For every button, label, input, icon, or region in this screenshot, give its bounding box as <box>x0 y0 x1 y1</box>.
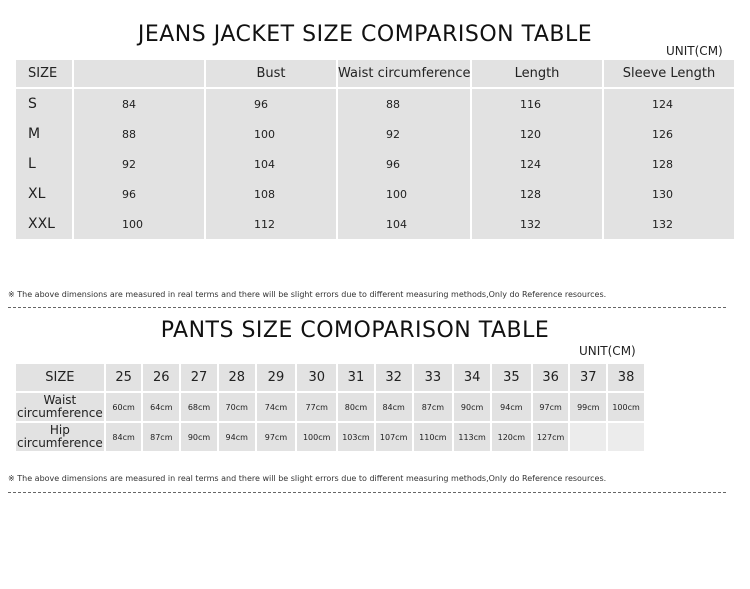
jacket-size-cell: L <box>16 149 72 179</box>
pants-size-table <box>14 362 646 453</box>
pants-hip-cell: 84cm <box>106 423 142 451</box>
pants-waist-cell: 74cm <box>257 393 296 421</box>
pants-size-header: 25 <box>106 364 142 391</box>
jacket-cell: 88 <box>74 119 204 149</box>
pants-hip-cell <box>608 423 644 451</box>
pants-size-header: 28 <box>219 364 255 391</box>
jacket-bust-cell: 112 <box>206 209 336 239</box>
pants-title: PANTS SIZE COMOPARISON TABLE <box>160 318 550 343</box>
pants-size-header: 30 <box>297 364 336 391</box>
pants-hip-cell <box>570 423 606 451</box>
jacket-header-waist: Waist circumference <box>338 60 470 89</box>
table-row <box>16 89 734 119</box>
jacket-header-length: Length <box>472 60 602 89</box>
pants-hip-cell: 103cm <box>338 423 374 451</box>
jacket-bust-cell: 108 <box>206 179 336 209</box>
pants-unit: UNIT(CM) <box>579 344 636 358</box>
pants-size-header: 32 <box>376 364 412 391</box>
jacket-header-blank <box>74 60 204 89</box>
table-row <box>16 149 734 179</box>
pants-hip-cell: 110cm <box>414 423 453 451</box>
jacket-sleeve-cell: 128 <box>604 149 734 179</box>
table-row <box>16 393 644 421</box>
pants-header-size: SIZE <box>16 364 104 391</box>
pants-hip-cell: 113cm <box>454 423 490 451</box>
pants-waist-cell: 97cm <box>533 393 569 421</box>
pants-size-header: 29 <box>257 364 296 391</box>
jacket-sleeve-cell: 132 <box>604 209 734 239</box>
jacket-bust-cell: 104 <box>206 149 336 179</box>
table-row <box>16 119 734 149</box>
divider <box>8 307 726 308</box>
pants-hip-cell: 120cm <box>492 423 531 451</box>
pants-size-header: 27 <box>181 364 217 391</box>
jacket-waist-cell: 92 <box>338 119 470 149</box>
pants-waist-label: Waist circumference <box>17 393 103 420</box>
pants-waist-cell: 64cm <box>143 393 179 421</box>
pants-hip-cell: 127cm <box>533 423 569 451</box>
pants-hip-cell: 94cm <box>219 423 255 451</box>
pants-size-header: 26 <box>143 364 179 391</box>
jacket-size-cell: S <box>16 89 72 119</box>
pants-waist-cell: 94cm <box>492 393 531 421</box>
pants-hip-cell: 87cm <box>143 423 179 451</box>
pants-header-row <box>16 364 644 391</box>
pants-size-header: 35 <box>492 364 531 391</box>
jacket-length-cell: 116 <box>472 89 602 119</box>
pants-hip-cell: 97cm <box>257 423 296 451</box>
jacket-length-cell: 132 <box>472 209 602 239</box>
pants-waist-cell: 68cm <box>181 393 217 421</box>
pants-size-header: 36 <box>533 364 569 391</box>
pants-note: ※ The above dimensions are measured in real terms and there will be slight errors due to different measuring methods,Only do Reference resources. <box>8 474 607 483</box>
pants-waist-cell: 77cm <box>297 393 336 421</box>
pants-size-header: 31 <box>338 364 374 391</box>
jacket-bust-cell: 96 <box>206 89 336 119</box>
pants-waist-cell: 87cm <box>414 393 453 421</box>
jacket-cell: 100 <box>74 209 204 239</box>
jacket-cell: 96 <box>74 179 204 209</box>
table-row <box>16 179 734 209</box>
pants-hip-label: Hip circumference <box>17 423 103 450</box>
jacket-size-table <box>14 60 736 239</box>
jacket-size-cell: XL <box>16 179 72 209</box>
jacket-cell: 92 <box>74 149 204 179</box>
pants-waist-cell: 100cm <box>608 393 644 421</box>
pants-hip-cell: 107cm <box>376 423 412 451</box>
pants-size-header: 38 <box>608 364 644 391</box>
jacket-size-cell: XXL <box>16 209 72 239</box>
pants-waist-cell: 90cm <box>454 393 490 421</box>
jacket-header-bust: Bust <box>206 60 336 89</box>
jacket-waist-cell: 104 <box>338 209 470 239</box>
jacket-unit: UNIT(CM) <box>666 44 723 58</box>
jacket-title: JEANS JACKET SIZE COMPARISON TABLE <box>137 22 593 47</box>
pants-waist-cell: 60cm <box>106 393 142 421</box>
pants-waist-cell: 80cm <box>338 393 374 421</box>
jacket-waist-cell: 96 <box>338 149 470 179</box>
divider <box>8 492 726 493</box>
pants-size-header: 37 <box>570 364 606 391</box>
pants-size-header: 33 <box>414 364 453 391</box>
jacket-header-size: SIZE <box>16 60 72 89</box>
jacket-sleeve-cell: 126 <box>604 119 734 149</box>
table-row <box>16 423 644 451</box>
jacket-note: ※ The above dimensions are measured in real terms and there will be slight errors due to different measuring methods,Only do Reference resources. <box>8 290 607 299</box>
pants-waist-cell: 84cm <box>376 393 412 421</box>
pants-waist-cell: 70cm <box>219 393 255 421</box>
jacket-header-row <box>16 60 734 89</box>
jacket-waist-cell: 88 <box>338 89 470 119</box>
table-row <box>16 209 734 239</box>
jacket-sleeve-cell: 124 <box>604 89 734 119</box>
pants-waist-cell: 99cm <box>570 393 606 421</box>
jacket-cell: 84 <box>74 89 204 119</box>
jacket-length-cell: 120 <box>472 119 602 149</box>
pants-hip-cell: 90cm <box>181 423 217 451</box>
jacket-sleeve-cell: 130 <box>604 179 734 209</box>
jacket-bust-cell: 100 <box>206 119 336 149</box>
jacket-length-cell: 128 <box>472 179 602 209</box>
jacket-size-cell: M <box>16 119 72 149</box>
jacket-waist-cell: 100 <box>338 179 470 209</box>
pants-size-header: 34 <box>454 364 490 391</box>
jacket-header-sleeve: Sleeve Length <box>604 60 734 89</box>
jacket-length-cell: 124 <box>472 149 602 179</box>
pants-hip-cell: 100cm <box>297 423 336 451</box>
